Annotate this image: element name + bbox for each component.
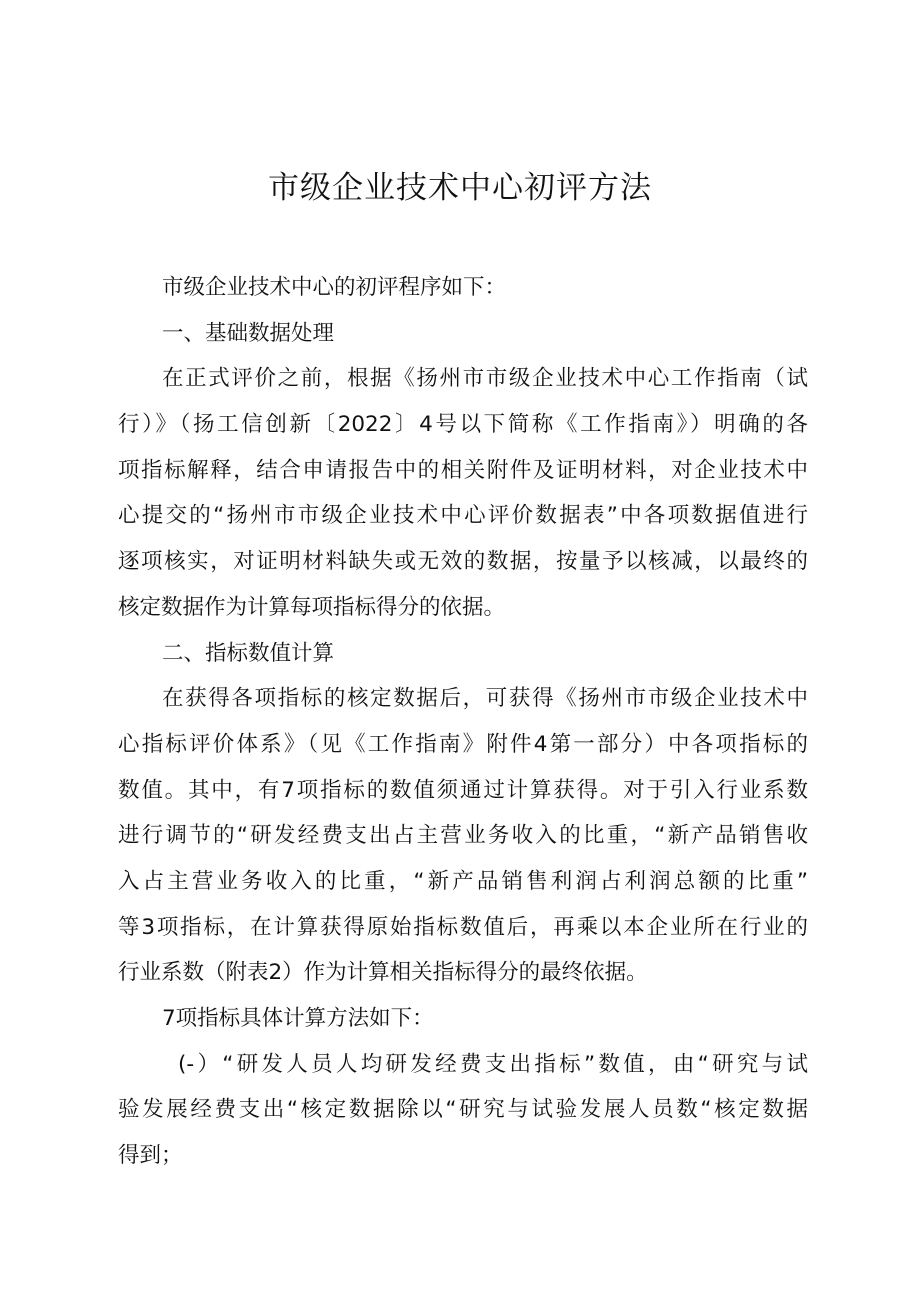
method-item-line: 验发展经费支出“核定数据除以“研究与试验发展人员数“核定数据 — [118, 1097, 808, 1123]
paragraph-line: 心指标评价体系》（见《工作指南》附件4第一部分）中各项指标的 — [118, 731, 808, 757]
paragraph-line: 行）》（扬工信创新〔2022〕4号以下简称《工作指南》）明确的各 — [118, 412, 808, 438]
intro-line: 市级企业技术中心的初评程序如下： — [162, 275, 507, 300]
method-item-line: (-）“研发人员人均研发经费支出指标”数值，由“研究与试 — [178, 1051, 808, 1077]
paragraph-line: 在获得各项指标的核定数据后，可获得《扬州市市级企业技术中 — [162, 686, 808, 712]
paragraph-line: 数值。其中，有7项指标的数值须通过计算获得。对于引入行业系数 — [118, 777, 808, 803]
section-heading-2: 二、指标数值计算 — [162, 640, 335, 666]
paragraph-line: 在正式评价之前，根据《扬州市市级企业技术中心工作指南（试 — [162, 366, 808, 392]
paragraph-line: 入占主营业务收入的比重，“新产品销售利润占利润总额的比重” — [118, 868, 808, 894]
document-body — [118, 265, 808, 1179]
section-heading-1: 一、基础数据处理 — [162, 320, 335, 346]
method-intro-line: 7项指标具体计算方法如下： — [162, 1006, 434, 1031]
paragraph-line: 进行调节的“研发经费支出占主营业务收入的比重，“新产品销售收 — [118, 823, 808, 849]
paragraph-line: 等3项指标，在计算获得原始指标数值后，再乘以本企业所在行业的 — [118, 914, 808, 940]
paragraph-line: 行业系数（附表2）作为计算相关指标得分的最终依据。 — [118, 960, 648, 986]
method-item-line: 得到； — [118, 1143, 183, 1169]
paragraph-line: 心提交的“扬州市市级企业技术中心评价数据表”中各项数据值进行 — [118, 503, 808, 529]
document-title: 市级企业技术中心初评方法 — [268, 170, 652, 206]
paragraph-line: 项指标解释，结合申请报告中的相关附件及证明材料，对企业技术中 — [118, 457, 808, 483]
paragraph-line: 核定数据作为计算每项指标得分的依据。 — [118, 594, 506, 620]
paragraph-line: 逐项核实，对证明材料缺失或无效的数据，按量予以核减，以最终的 — [118, 549, 808, 575]
